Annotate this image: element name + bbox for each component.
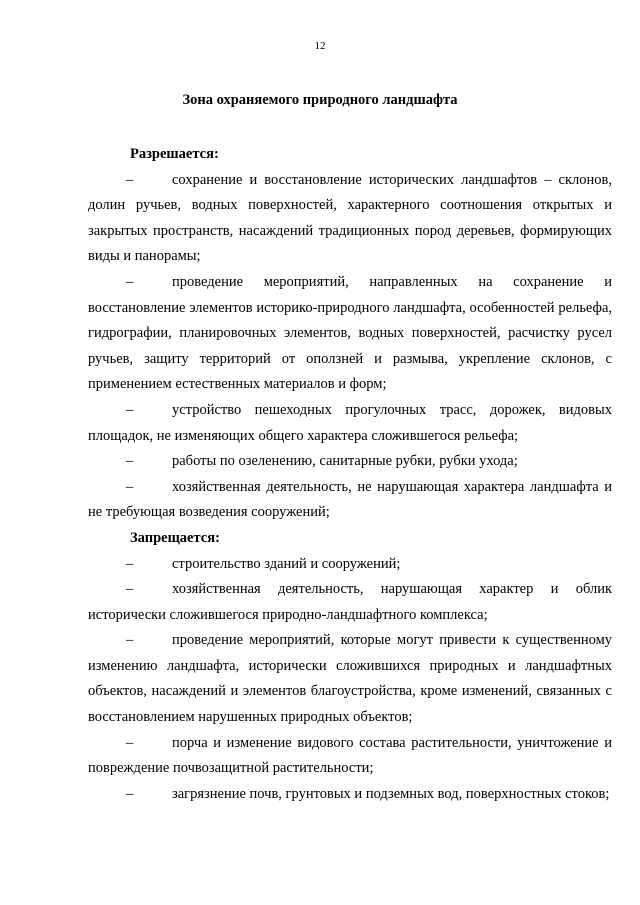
- list-item-text: проведение мероприятий, направленных на сохранение и восстановление элементов историко-природного ландшафта, особенностей рельефа, гидрографии, планировочных элементов, водных поверхностей, расчистку русел ручьев, защиту территорий от оползней и размыва, укрепление склонов, с применением естественных материалов и форм;: [88, 273, 612, 393]
- forbidden-list: [88, 552, 612, 808]
- dash-bullet: –: [126, 401, 134, 418]
- document-title: Зона охраняемого природного ландшафта: [182, 92, 458, 108]
- list-item: [88, 782, 612, 808]
- dash-bullet: –: [126, 478, 134, 495]
- list-item: [88, 449, 612, 475]
- list-item-text: работы по озеленению, санитарные рубки, рубки ухода;: [172, 453, 518, 470]
- list-item: [88, 270, 612, 398]
- list-item: [88, 475, 612, 526]
- dash-bullet: –: [126, 555, 134, 572]
- list-item-text: загрязнение почв, грунтовых и подземных вод, поверхностных стоков;: [172, 785, 610, 802]
- list-item: [88, 168, 612, 270]
- allowed-list: [88, 168, 612, 526]
- list-item: [88, 398, 612, 449]
- list-item: [88, 628, 612, 730]
- list-item-text: порча и изменение видового состава растительности, уничтожение и повреждение почвозащитной растительности;: [88, 734, 612, 777]
- document-body: [88, 142, 612, 807]
- dash-bullet: –: [126, 734, 134, 751]
- dash-bullet: –: [126, 171, 134, 188]
- forbidden-heading: Запрещается:: [130, 529, 220, 546]
- list-item-text: строительство зданий и сооружений;: [172, 555, 401, 572]
- dash-bullet: –: [126, 273, 134, 290]
- dash-bullet: –: [126, 785, 134, 802]
- list-item: [88, 552, 612, 578]
- list-item: [88, 731, 612, 782]
- dash-bullet: –: [126, 581, 134, 598]
- dash-bullet: –: [126, 453, 134, 470]
- page-number: 12: [314, 40, 326, 52]
- list-item-text: хозяйственная деятельность, нарушающая характер и облик исторически сложившегося природно-ландшафтного комплекса;: [88, 581, 612, 623]
- list-item-text: устройство пешеходных прогулочных трасс, дорожек, видовых площадок, не изменяющих общего характера сложившегося рельефа;: [88, 401, 612, 444]
- list-item: [88, 577, 612, 628]
- list-item-text: проведение мероприятий, которые могут привести к существенному изменению ландшафта, исторически сложившихся природных и ландшафтных объектов, насаждений и элементов благоустройства, кроме изменений, связанных с восстановлением нарушенных природных объектов;: [88, 632, 612, 726]
- allowed-heading: Разрешается:: [130, 146, 219, 162]
- list-item-text: хозяйственная деятельность, не нарушающая характера ландшафта и не требующая возведения сооружений;: [88, 478, 612, 521]
- dash-bullet: –: [126, 632, 134, 649]
- list-item-text: сохранение и восстановление исторических ландшафтов – склонов, долин ручьев, водных поверхностей, характерного соотношения открытых и закрытых пространств, насаждений традиционных пород деревьев, формирующих виды и панорамы;: [88, 171, 612, 265]
